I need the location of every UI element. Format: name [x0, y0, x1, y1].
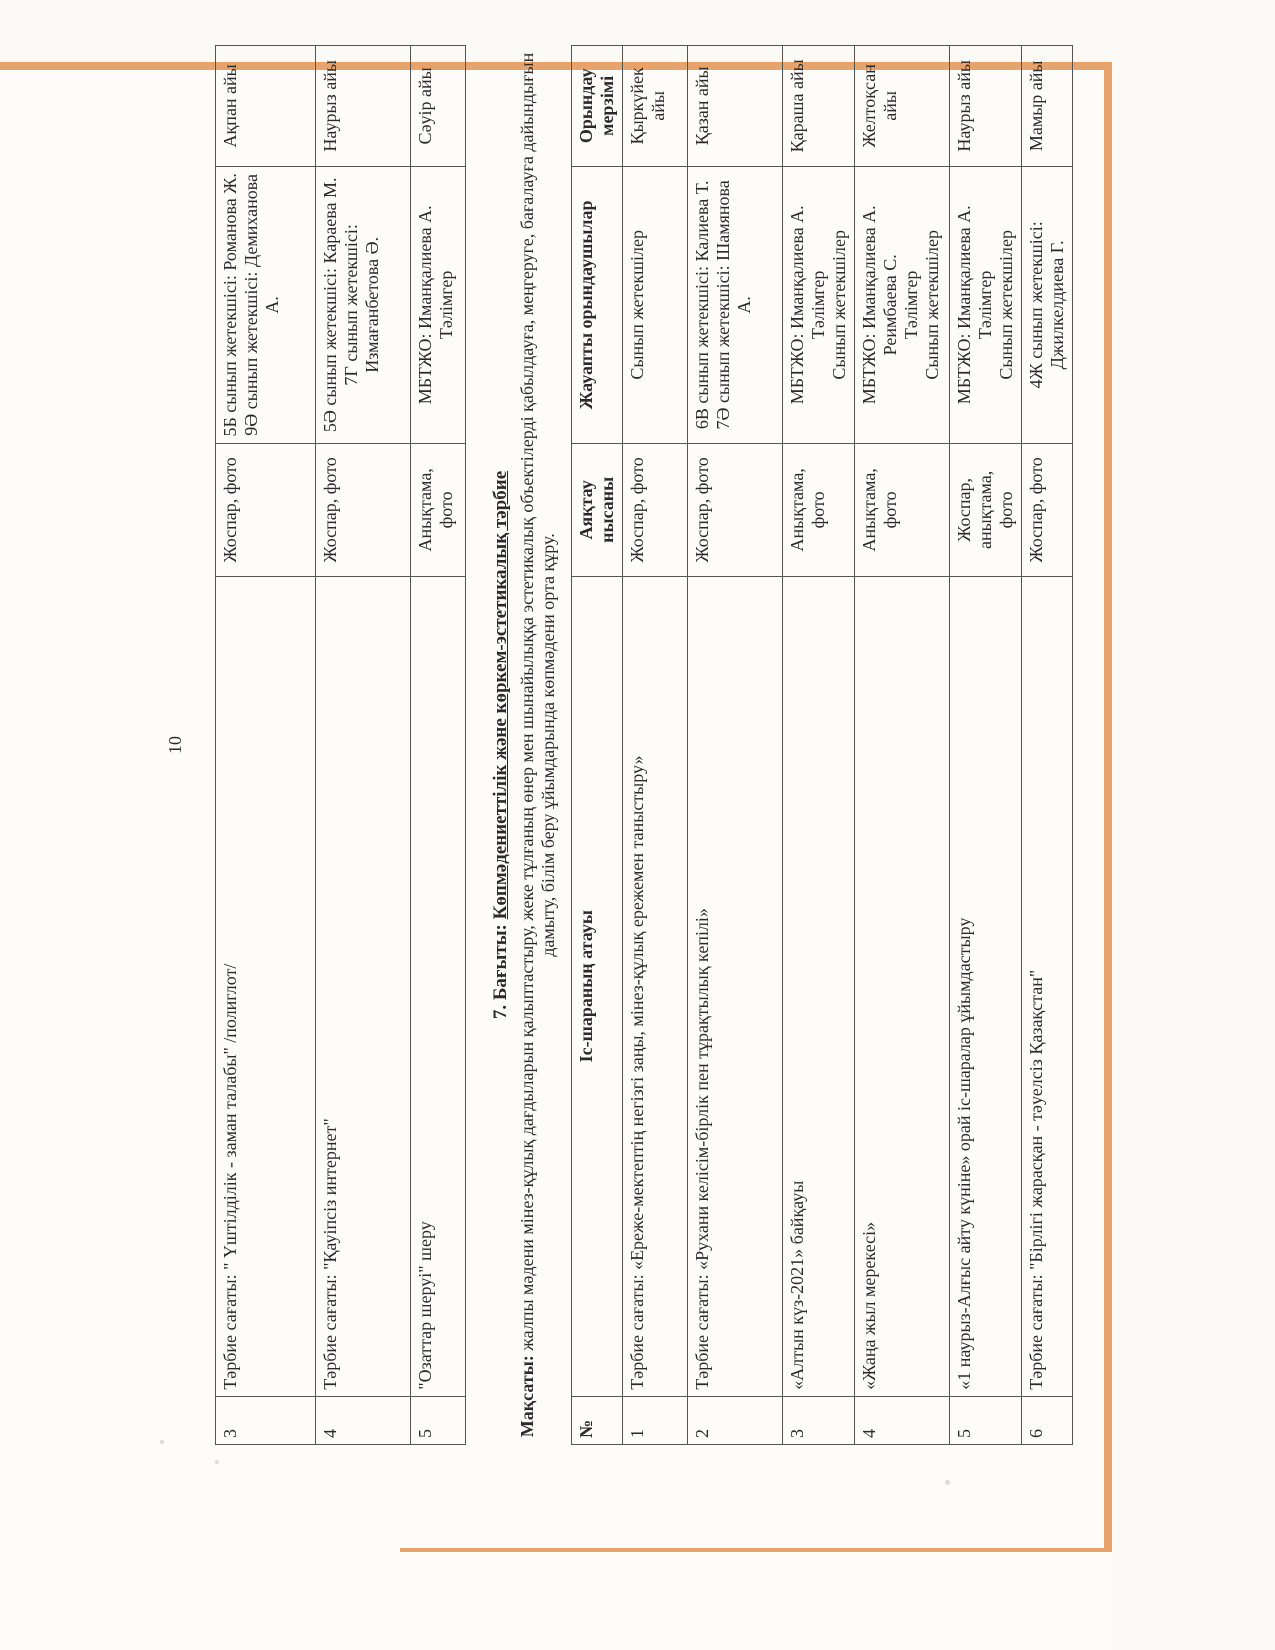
table-row [855, 46, 950, 1445]
table-row [1022, 46, 1073, 1445]
scan-speck [945, 1480, 950, 1485]
row-number: 3 [783, 1396, 855, 1444]
responsible-line: Сынып жетекшілер [829, 230, 849, 380]
row-number: 5 [411, 1396, 466, 1444]
header-deadline: Орындау мерзімі [572, 46, 623, 167]
completion-form: Анықтама, фото [411, 444, 466, 577]
section-title: Көпмәдениеттілік және көркем-эстетикалық тәрбие [490, 470, 511, 920]
responsible-line: 4Ж сынып жетекшісі: Джилкелдиева Г. [1026, 221, 1067, 389]
responsible-line: 7Ә сынып жетекшісі: Шамянова А. [713, 180, 754, 430]
table-row [783, 46, 855, 1445]
responsible-line: 7Г сынып жетекшісі: Измағанбетова Ә. [341, 224, 382, 386]
table-row [216, 46, 316, 1445]
responsible-line: МБТЖО: Иманқалиева А. Тәлімгер [415, 205, 456, 405]
orange-edge-bottom [400, 1548, 1112, 1552]
completion-form: Жоспар, анықтама, фото [950, 444, 1022, 577]
goal-text: жалпы мәдени мінез-құлық дағдыларын қалыптастыру, жеке тұлғаның өнер мен шынайылыққа эстетикалық объектілерді қабылдауға, меңгеруге, бағалауға дайындығын дамыту, білім беру ұйымдарында көпмәдени орта құру. [517, 52, 558, 1356]
deadline: Мамыр айы [1022, 46, 1073, 167]
goal-label: Мақсаты: [517, 1355, 537, 1438]
header-row [572, 46, 623, 1445]
deadline: Қараша айы [783, 46, 855, 167]
responsible [688, 166, 783, 443]
events-table [571, 45, 1073, 1445]
header-num: № [572, 1396, 623, 1444]
header-form: Аяқтау нысаны [572, 444, 623, 577]
responsible-line: 5Б сынып жетекшісі: Романова Ж. [220, 173, 240, 437]
event-name: «Алтын күз-2021» байқауы [783, 576, 855, 1396]
top-continuation-table [215, 45, 466, 1445]
deadline: Наурыз айы [950, 46, 1022, 167]
section-heading [490, 45, 512, 1445]
completion-form: Жоспар, фото [216, 444, 316, 577]
deadline: Желтоқсан айы [855, 46, 950, 167]
deadline: Наурыз айы [316, 46, 411, 167]
event-name: Тәрбие сағаты: "Қауіпсіз интернет" [316, 576, 411, 1396]
rotated-page-content [165, 45, 1095, 1445]
completion-form: Жоспар, фото [1022, 444, 1073, 577]
responsible [623, 166, 688, 443]
responsible [216, 166, 316, 443]
row-number: 4 [855, 1396, 950, 1444]
responsible-line: МБТЖО: Иманқалиева А. Реимбаева С. [859, 205, 900, 405]
deadline: Қыркүйек айы [623, 46, 688, 167]
responsible [1022, 166, 1073, 443]
deadline: Қазан айы [688, 46, 783, 167]
header-name: Іс-шараның атауы [572, 576, 623, 1396]
responsible-line: Сынып жетекшілер [922, 230, 942, 380]
row-number: 6 [1022, 1396, 1073, 1444]
completion-form: Жоспар, фото [688, 444, 783, 577]
table-row [316, 46, 411, 1445]
responsible [783, 166, 855, 443]
responsible-line: Сынып жетекшілер [996, 230, 1016, 380]
deadline: Сәуір айы [411, 46, 466, 167]
deadline: Ақпан айы [216, 46, 316, 167]
completion-form: Жоспар, фото [623, 444, 688, 577]
row-number: 2 [688, 1396, 783, 1444]
row-number: 3 [216, 1396, 316, 1444]
event-name: Тәрбие сағаты: «Ереже-мектептің негізгі заңы, мінез-құлық ережемен таныстыру» [623, 576, 688, 1396]
event-name: Тәрбие сағаты: "Бірлігі жарасқан - тәуелсіз Қазақстан" [1022, 576, 1073, 1396]
table-row [950, 46, 1022, 1445]
responsible-line: 6В сынып жетекшісі: Калиева Т. [692, 180, 712, 430]
event-name: Тәрбие сағаты: «Рухани келісім-бірлік пен тұрақтылық кепілі» [688, 576, 783, 1396]
completion-form: Жоспар, фото [316, 444, 411, 577]
event-name: «1 наурыз-Алғыс айту күніне» орай іс-шаралар ұйымдастыру [950, 576, 1022, 1396]
section-prefix: 7. Бағыты: [490, 919, 511, 1020]
responsible [411, 166, 466, 443]
orange-edge-right [1104, 62, 1112, 1552]
completion-form: Анықтама, фото [783, 444, 855, 577]
responsible-line: МБТЖО: Иманқалиева А. Тәлімгер [787, 205, 828, 405]
table-row [688, 46, 783, 1445]
responsible-line: Тәлімгер [901, 270, 921, 340]
page-number: 10 [165, 736, 185, 754]
responsible-line: Сынып жетекшілер [627, 230, 647, 380]
responsible [950, 166, 1022, 443]
scan-speck [215, 1460, 219, 1464]
row-number: 4 [316, 1396, 411, 1444]
responsible-line: 5Ә сынып жетекшісі: Караева М. [320, 177, 340, 433]
table-row [623, 46, 688, 1445]
responsible [855, 166, 950, 443]
event-name: "Озаттар шеруі" шеру [411, 576, 466, 1396]
row-number: 5 [950, 1396, 1022, 1444]
row-number: 1 [623, 1396, 688, 1444]
event-name: Тәрбие сағаты: " Үштілділік - заман талабы" /полиглот/ [216, 576, 316, 1396]
completion-form: Анықтама, фото [855, 444, 950, 577]
responsible-line: 9Ә сынып жетекшісі: Демиханова А. [241, 173, 282, 436]
scan-speck [160, 1440, 164, 1444]
responsible-line: МБТЖО: Иманқалиева А. Тәлімгер [954, 205, 995, 405]
header-responsible: Жауапты орындаушылар [572, 166, 623, 443]
section-goal [517, 45, 559, 1445]
table-row [411, 46, 466, 1445]
event-name: «Жаңа жыл мерекесі» [855, 576, 950, 1396]
responsible [316, 166, 411, 443]
